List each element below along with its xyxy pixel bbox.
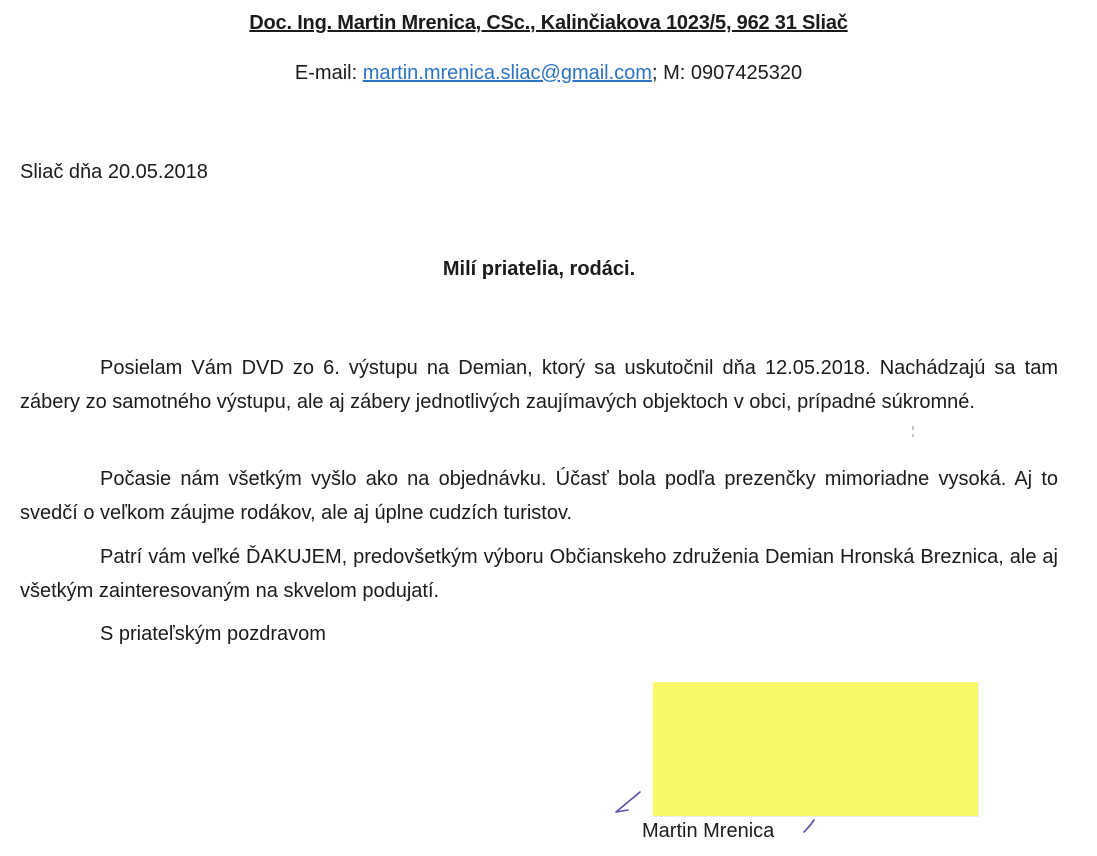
body-paragraph-2: Počasie nám všetkým vyšlo ako na objednávku. Účasť bola podľa prezenčky mimoriadne vysoká. Aj to svedčí o veľkom záujme rodákov, ale aj úplne cudzích turistov. [20,468,1058,524]
phone-text: ; M: 0907425320 [651,62,803,84]
salutation-heading: Milí priatelia, rodáci. [442,258,636,280]
signature-stroke-right [804,820,814,832]
signature-stroke-left [616,792,640,812]
closing-line: S priateľským pozdravom [100,623,326,645]
contact-line [0,62,1097,85]
body-paragraph-1: Posielam Vám DVD zo 6. výstupu na Demian, ktorý sa uskutočnil dňa 12.05.2018. Nachádzajú sa tam zábery zo samotného výstupu, ale aj zábery jednotlivých zaujímavých objektoch v obci, prípadné súkromné. [20,357,1058,413]
email-link[interactable]: martin.mrenica.sliac@gmail.com [362,62,652,84]
email-label: E-mail: [294,62,363,84]
sender-letterhead: Doc. Ing. Martin Mrenica, CSc., Kalinčiakova 1023/5, 962 31 Sliač [249,12,848,34]
body-paragraph-3: Patrí vám veľké ĎAKUJEM, predovšetkým výboru Občianskeho združenia Demian Hronská Breznica, ale aj všetkým zainteresovaným na skvelom podujatí. [20,546,1058,602]
sticky-note [653,682,978,816]
paper-speck [912,426,914,438]
date-line: Sliač dňa 20.05.2018 [20,161,208,183]
signer-name: Martin Mrenica [642,820,775,842]
